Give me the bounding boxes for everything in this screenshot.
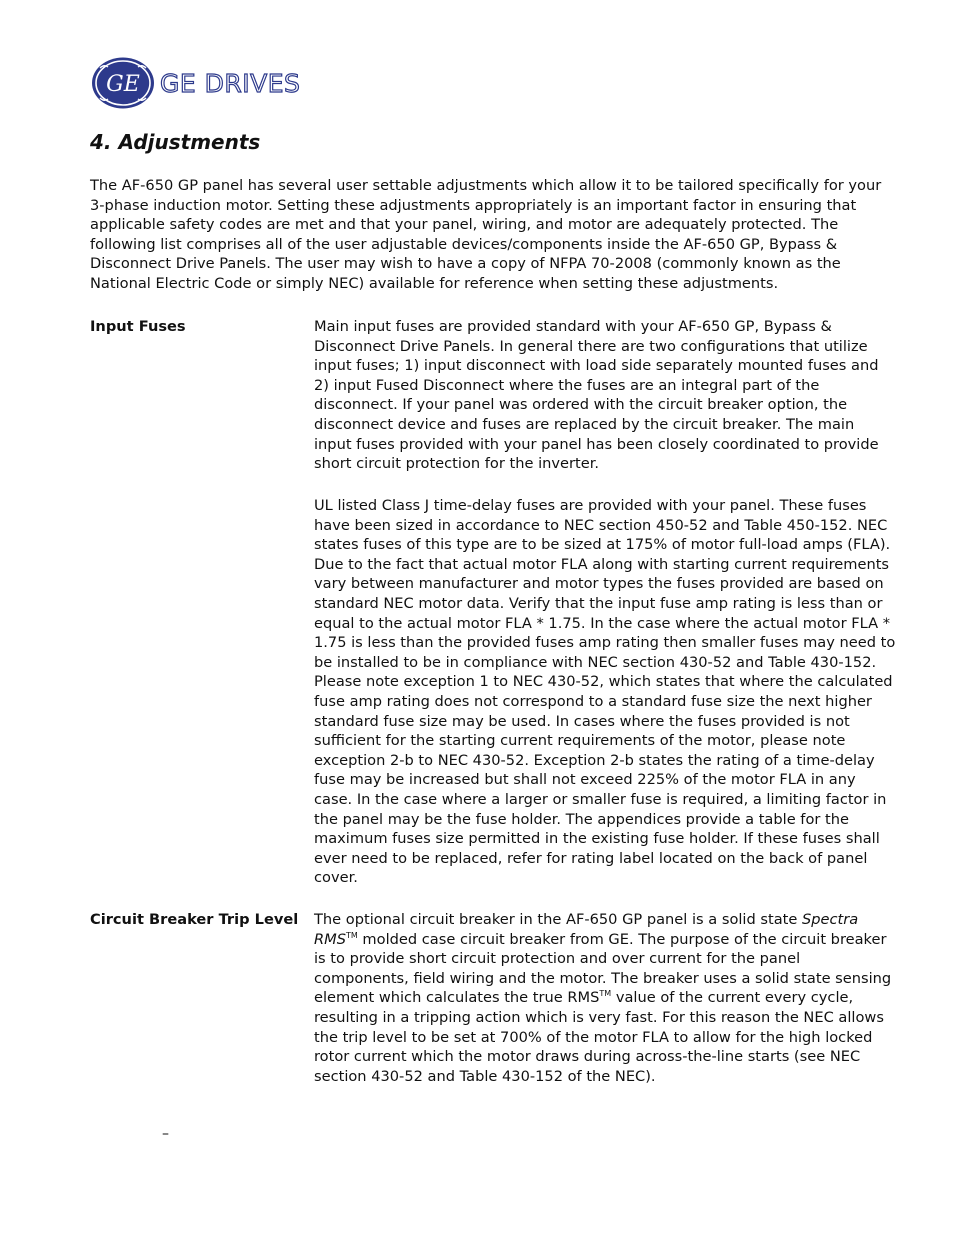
section-heading: 4. Adjustments [90, 130, 261, 154]
trademark-mark: TM [346, 930, 358, 940]
trademark-mark-2: TM [599, 989, 612, 999]
circuit-breaker-label: Circuit Breaker Trip Level [90, 911, 299, 928]
footer-dash: – [162, 1126, 169, 1142]
breaker-text-b: molded case circuit breaker from GE. The purpose of the circuit breaker is to provide short circuit protection and over current for the panel components, field wiring and the motor. The breaker uses a solid state sensing element which calculates the true RMS [314, 930, 892, 1007]
logo-monogram-text: GE [106, 72, 140, 97]
intro-paragraph: The AF-650 GP panel has several user settable adjustments which allow it to be tailored specifically for your 3-phase induction motor. Setting these adjustments appropriately is an important factor in ensuring that applicable safety codes are met and that your panel, wiring, and motor are adequately protected. The following list comprises all of the user adjustable devices/components inside the AF-650 GP, Bypass & Disconnect Drive Panels. The user may wish to have a copy of NFPA 70-2008 (commonly known as the National Electric Code or simply NEC) available for reference when setting these adjustments. [90, 177, 882, 292]
input-fuses-paragraph-1: Main input fuses are provided standard with your AF-650 GP, Bypass & Disconnect Drive Panels. In general there are two configurations that utilize input fuses; 1) input disconnect with load side separately mounted fuses and 2) input Fused Disconnect where the fuses are an integral part of the disconnect. If your panel was ordered with the circuit breaker option, the disconnect device and fuses are replaced by the circuit breaker. The main input fuses provided with your panel has been closely coordinated to provide short circuit protection for the inverter. [314, 318, 879, 473]
circuit-breaker-paragraph [314, 910, 896, 1086]
breaker-text-c: value of the current every cycle, resulting in a tripping action which is very fast. For this reason the NEC allows the trip level to be set at 700% of the motor FLA to allow for the high locked rotor current which the motor draws during across-the-line starts (see NEC section 430-52 and Table 430-152 of the NEC). [314, 989, 884, 1085]
input-fuses-paragraph-2: UL listed Class J time-delay fuses are provided with your panel. These fuses have been sized in accordance to NEC section 450-52 and Table 450-152. NEC states fuses of this type are to be sized at 175% of motor full-load amps (FLA). Due to the fact that actual motor FLA along with starting current requirements vary between manufacturer and motor types the fuses provided are based on standard NEC motor data. Verify that the input fuse amp rating is less than or equal to the actual motor FLA * 1.75. In the case where the actual motor FLA * 1.75 is less than the provided fuses amp rating then smaller fuses may need to be installed to be in compliance with NEC section 430-52 and Table 430-152. Please note exception 1 to NEC 430-52, which states that where the calculated fuse amp rating does not correspond to a standard fuse size the next higher standard fuse size may be used. In cases where the fuses provided is not sufficient for the starting current requirements of the motor, please note exception 2-b to NEC 430-52. Exception 2-b states the rating of a time-delay fuse may be increased but shall not exceed 225% of the motor FLA in any case. In the case where a larger or smaller fuse is required, a limiting factor in the panel may be the fuse holder. The appendices provide a table for the maximum fuses size permitted in the existing fuse holder. If these fuses shall ever need to be replaced, refer for rating label located on the back of panel cover. [314, 497, 896, 887]
logo-wordmark: GE DRIVES [160, 68, 301, 98]
ge-drives-logo [90, 56, 300, 110]
breaker-text-a: The optional circuit breaker in the AF-650 GP panel is a solid state [314, 911, 802, 928]
ge-monogram-icon [90, 56, 156, 110]
breaker-product-name: Spectra RMS [314, 911, 859, 948]
input-fuses-label: Input Fuses [90, 318, 186, 335]
